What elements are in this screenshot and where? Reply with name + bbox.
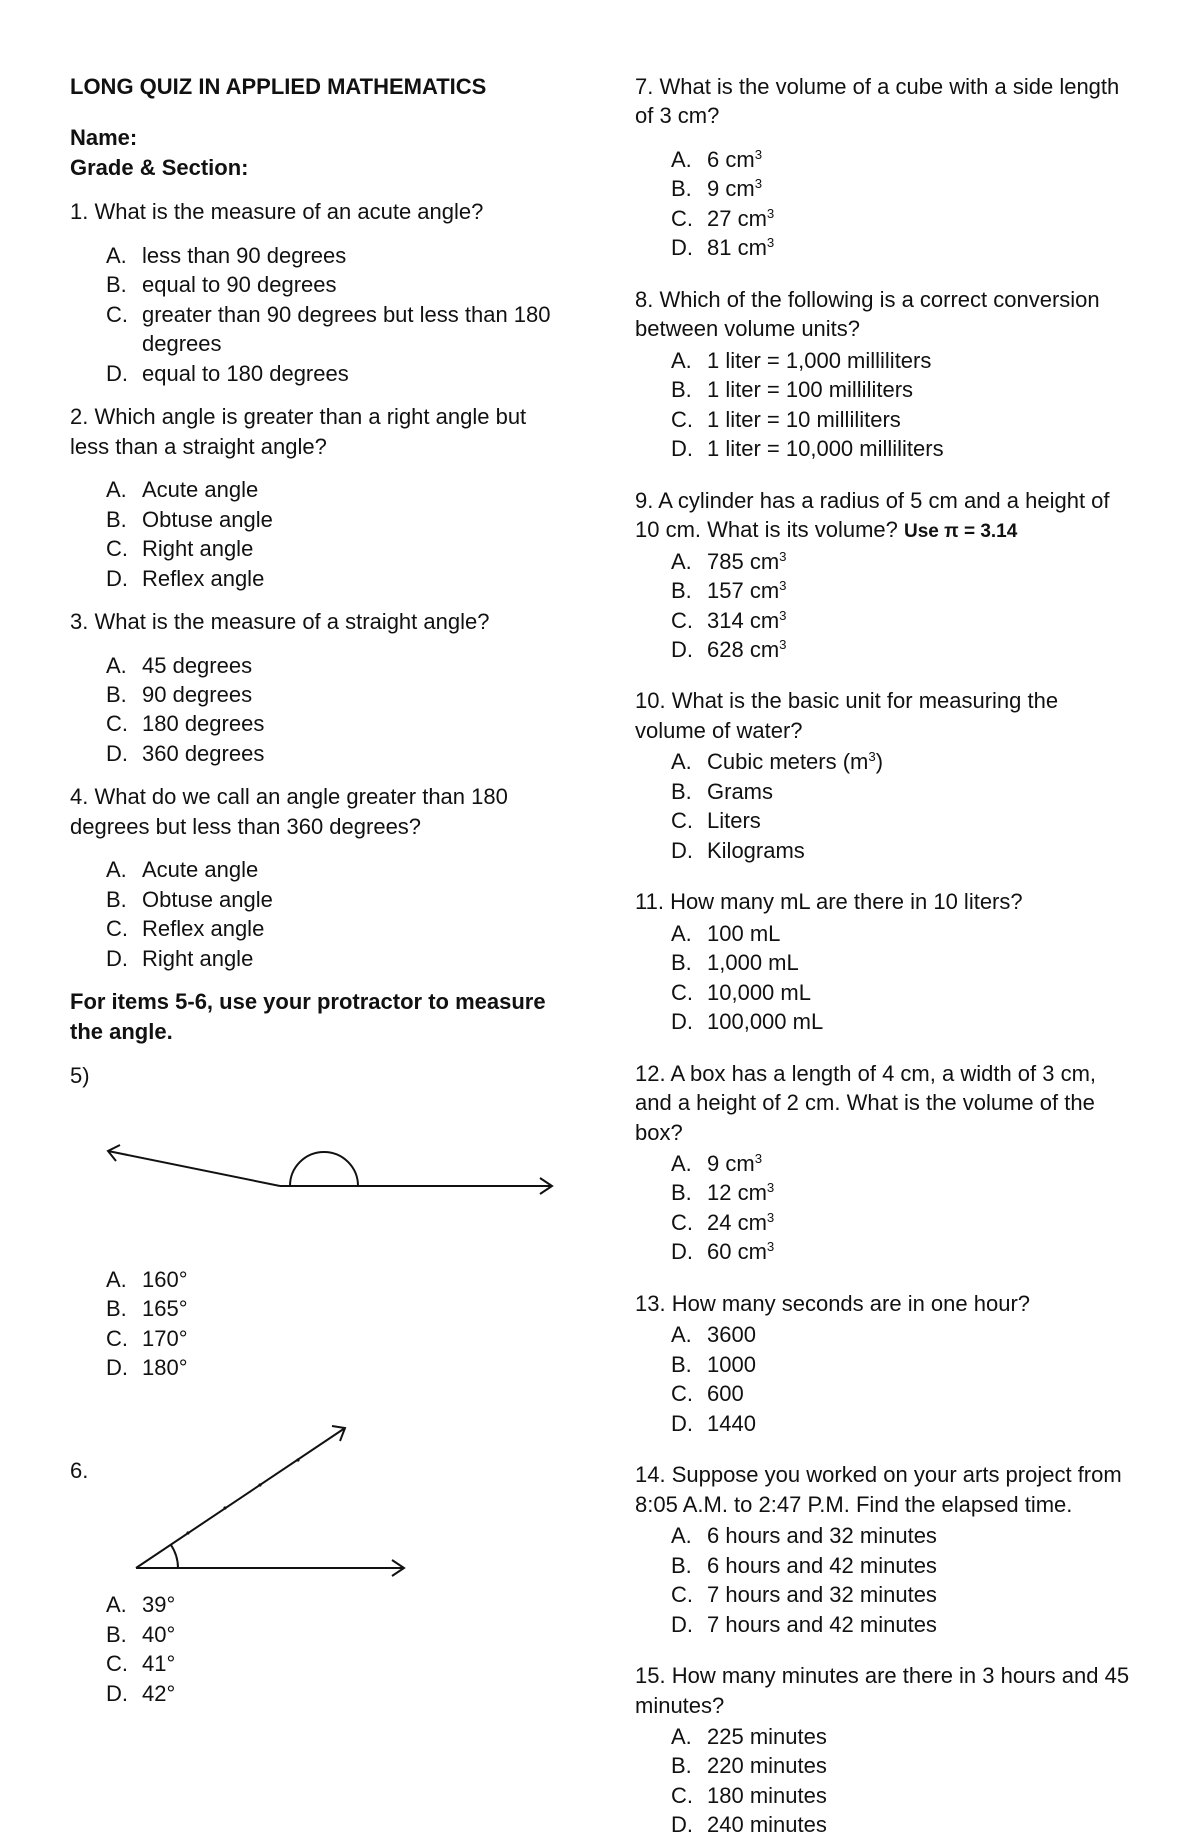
tick-mark [258, 1484, 261, 1487]
question-15-options [671, 1722, 1135, 1840]
option-a[interactable]: A. 160° [106, 1266, 188, 1292]
option-d[interactable]: D. 81 $cm^3$ [671, 235, 775, 261]
option-c[interactable]: C. Liters [671, 808, 761, 834]
option-b[interactable]: B. 40° [106, 1621, 176, 1647]
option-d[interactable]: D. 628 $cm^3$ [671, 636, 787, 662]
question-13: 13. How many seconds are in one hour? [635, 1290, 1031, 1316]
option-b[interactable]: B. 6 hours and 42 minutes [671, 1552, 937, 1578]
question-10: 10. What is the basic unit for measuring the volume of water? [635, 688, 1059, 743]
angle-figure-5 [70, 1091, 570, 1251]
question-1: 1. What is the measure of an acute angle? [70, 199, 484, 225]
right-column [635, 72, 1135, 1840]
angle-figure-6 [70, 1396, 570, 1586]
option-a[interactable]: A. 785 $cm^3$ [671, 548, 787, 574]
question-4: 4. What do we call an angle greater than 180 degrees but less than 360 degrees? [70, 784, 508, 839]
option-c[interactable]: C. Right angle [106, 536, 254, 562]
question-6: 6. [70, 1458, 89, 1484]
name-label: Name: [70, 125, 138, 151]
question-8-options [671, 346, 1135, 464]
ray-left [108, 1151, 280, 1186]
question-7-options [671, 145, 1135, 263]
quiz-title: LONG QUIZ IN APPLIED MATHEMATICS [70, 74, 487, 99]
option-a[interactable]: A. 225 minutes [671, 1723, 827, 1749]
option-d[interactable]: D. 42° [106, 1680, 176, 1706]
option-d[interactable]: D. equal to 180 degrees [106, 360, 349, 386]
option-b[interactable]: B. Grams [671, 778, 773, 804]
option-b[interactable]: B. 12 $cm^3$ [671, 1180, 775, 1206]
question-9-options [671, 547, 1135, 665]
option-a[interactable]: A. Cubic meters $(m^3)$ [671, 749, 884, 775]
question-11: 11. How many mL are there in 10 liters? [635, 889, 1023, 915]
option-c[interactable]: C. 180 minutes [671, 1782, 827, 1808]
option-b[interactable]: B. equal to 90 degrees [106, 272, 337, 298]
option-d[interactable]: D. 180° [106, 1355, 188, 1380]
protractor-instruction: For items 5-6, use your protractor to measure the angle. [70, 989, 546, 1044]
option-c[interactable]: C. greater than 90 degrees but less than 180 degrees [106, 301, 551, 357]
option-d[interactable]: D. 7 hours and 42 minutes [671, 1611, 937, 1637]
angle-arc [171, 1545, 178, 1568]
option-a[interactable]: A. Acute angle [106, 477, 259, 503]
question-14: 14. Suppose you worked on your arts project from 8:05 A.M. to 2:47 P.M. Find the elapsed time. [635, 1462, 1122, 1517]
option-a[interactable]: A. 39° [106, 1592, 176, 1618]
question-5: 5) [70, 1063, 90, 1089]
option-b[interactable]: B. 9 $cm^3$ [671, 176, 763, 202]
option-b[interactable]: B. Obtuse angle [106, 506, 273, 532]
question-6-options [106, 1590, 570, 1708]
option-c[interactable]: C. 41° [106, 1651, 176, 1677]
option-b[interactable]: B. 1,000 mL [671, 950, 799, 976]
option-c[interactable]: C. 10,000 mL [671, 979, 811, 1005]
option-d[interactable]: D. 240 minutes [671, 1812, 827, 1838]
question-3-options [106, 651, 570, 769]
question-3: 3. What is the measure of a straight angle? [70, 609, 490, 635]
option-b[interactable]: B. 220 minutes [671, 1753, 827, 1779]
option-d[interactable]: D. Reflex angle [106, 565, 265, 591]
option-d[interactable]: D. Right angle [106, 945, 254, 971]
option-c[interactable]: C. Reflex angle [106, 916, 265, 942]
option-c[interactable]: C. 7 hours and 32 minutes [671, 1582, 937, 1608]
option-d[interactable]: D. 60 $cm^3$ [671, 1239, 775, 1265]
question-11-options [671, 919, 1135, 1037]
option-b[interactable]: B. Obtuse angle [106, 886, 273, 912]
option-d[interactable]: D. Kilograms [671, 837, 805, 863]
option-a[interactable]: A. Acute angle [106, 857, 259, 883]
tick-mark [186, 1532, 189, 1535]
option-b[interactable]: B. 165° [106, 1296, 188, 1322]
option-a[interactable]: A. 1 liter = 1,000 milliliters [671, 347, 932, 373]
option-d[interactable]: D. 1440 [671, 1410, 756, 1436]
pi-note: Use π = 3.14 [904, 521, 1018, 543]
question-13-options [671, 1320, 1135, 1438]
option-a[interactable]: A. 6 hours and 32 minutes [671, 1523, 937, 1549]
option-c[interactable]: C. 600 [671, 1381, 744, 1407]
question-7: 7. What is the volume of a cube with a side length of 3 cm? [635, 74, 1120, 129]
question-6-block [70, 1396, 570, 1586]
left-column [70, 72, 570, 1722]
option-b[interactable]: B. 90 degrees [106, 681, 253, 707]
question-10-options [671, 747, 1135, 865]
option-c[interactable]: C. 180 degrees [106, 711, 265, 737]
option-a[interactable]: A. 3600 [671, 1322, 756, 1348]
tick-mark [223, 1507, 226, 1510]
option-c[interactable]: C. 24 $cm^3$ [671, 1209, 775, 1235]
grade-section-label: Grade & Section: [70, 154, 249, 180]
option-b[interactable]: B. 1000 [671, 1351, 756, 1377]
question-2-options [106, 475, 570, 593]
option-a[interactable]: A. 45 degrees [106, 652, 253, 678]
option-a[interactable]: A. less than 90 degrees [106, 242, 347, 268]
option-d[interactable]: D. 100,000 mL [671, 1009, 824, 1035]
option-b[interactable]: B. 157 $cm^3$ [671, 578, 787, 604]
question-12: 12. A box has a length of 4 cm, a width of 3 cm, and a height of 2 cm. What is the volume of the box? [635, 1060, 1097, 1145]
question-9: 9. A cylinder has a radius of 5 cm and a height of 10 cm. What is its volume? Use π = 3.14 [635, 487, 1110, 543]
option-b[interactable]: B. 1 liter = 100 milliliters [671, 377, 914, 403]
option-c[interactable]: C. 314 $cm^3$ [671, 607, 787, 633]
question-8: 8. Which of the following is a correct conversion between volume units? [635, 286, 1100, 342]
ray-upper [136, 1428, 345, 1568]
question-2: 2. Which angle is greater than a right angle but less than a straight angle? [70, 404, 527, 459]
question-4-options [106, 855, 570, 973]
option-c[interactable]: C. 27 $cm^3$ [671, 205, 775, 231]
angle-arc [290, 1152, 358, 1186]
option-d[interactable]: D. 360 degrees [106, 740, 265, 766]
question-12-options [671, 1149, 1135, 1267]
question-14-options [671, 1521, 1135, 1639]
option-c[interactable]: C. 1 liter = 10 milliliters [671, 406, 901, 432]
question-5-options [106, 1265, 570, 1383]
question-1-options [106, 241, 570, 388]
option-d[interactable]: D. 1 liter = 10,000 milliliters [671, 436, 944, 462]
option-c[interactable]: C. 170° [106, 1325, 188, 1351]
question-15: 15. How many minutes are there in 3 hours and 45 minutes? [635, 1663, 1130, 1718]
option-a[interactable]: A. 100 mL [671, 920, 781, 946]
option-a[interactable]: A. 9 $cm^3$ [671, 1151, 763, 1176]
tick-mark [296, 1459, 299, 1462]
option-a[interactable]: A. 6 $cm^3$ [671, 146, 763, 172]
